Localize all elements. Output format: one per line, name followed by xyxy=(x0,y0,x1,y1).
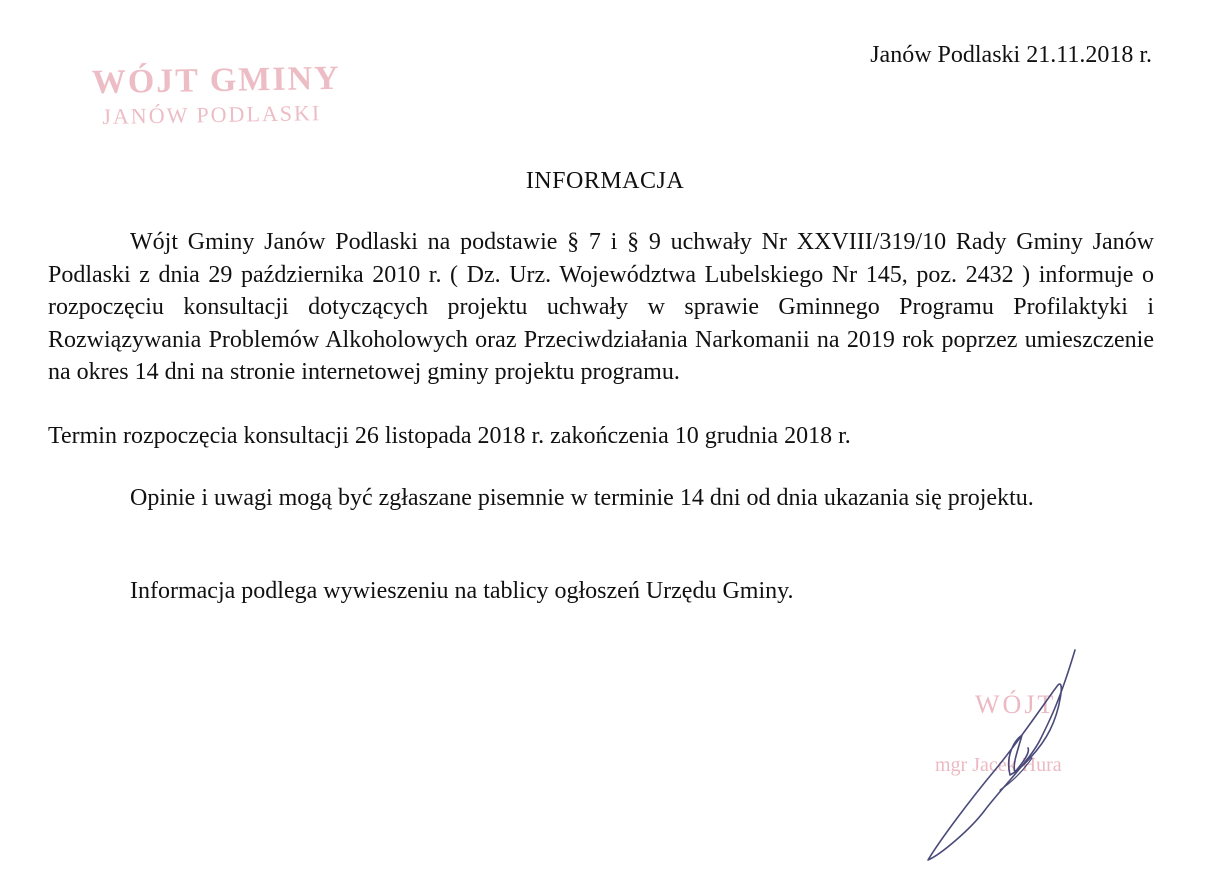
paragraph-term: Termin rozpoczęcia konsultacji 26 listopada 2018 r. zakończenia 10 grudnia 2018 r. xyxy=(48,423,851,449)
signature-stamp-title: WÓJT xyxy=(975,690,1057,719)
paragraph-opinions: Opinie i uwagi mogą być zgłaszane pisemnie w terminie 14 dni od dnia ukazania się projektu. xyxy=(130,485,1034,511)
document-date: Janów Podlaski 21.11.2018 r. xyxy=(870,42,1152,68)
signature-stamp-name: mgr Jacek Hura xyxy=(935,754,1062,776)
office-stamp-line2: JANÓW PODLASKI xyxy=(102,100,322,129)
handwritten-signature xyxy=(900,640,1100,870)
paragraph-main: Wójt Gminy Janów Podlaski na podstawie § 7 i § 9 uchwały Nr XXVIII/319/10 Rady Gminy Janów Podlaski z dnia 29 października 2010 r. ( Dz. Urz. Województwa Lubelskiego Nr 145, poz. 2432 ) informuje o rozpoczęciu konsultacji dotyczących projektu uchwały w sprawie Gminnego Programu Profilaktyki i Rozwiązywania Problemów Alkoholowych oraz Przeciwdziałania Narkomanii na 2019 rok poprzez umieszczenie na okres 14 dni na stronie internetowej gminy projektu programu. xyxy=(48,229,1154,385)
office-stamp-line1: WÓJT GMINY xyxy=(91,59,341,102)
paragraph-notice: Informacja podlega wywieszeniu na tablicy ogłoszeń Urzędu Gminy. xyxy=(130,578,794,604)
office-stamp xyxy=(91,60,341,130)
document-title: INFORMACJA xyxy=(525,168,685,194)
